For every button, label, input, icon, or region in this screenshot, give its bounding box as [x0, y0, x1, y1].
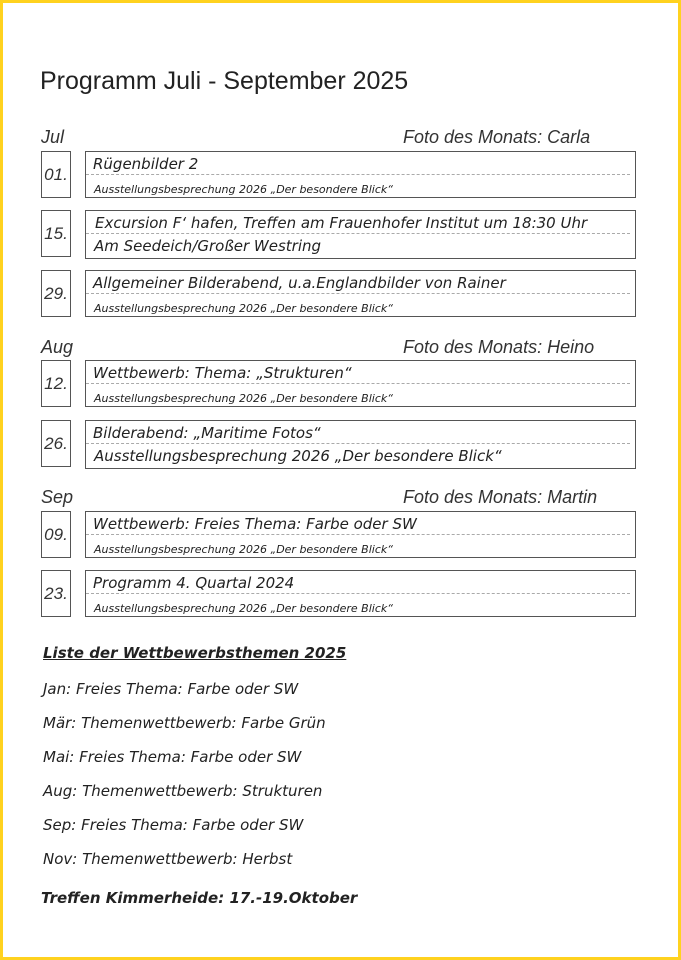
- event-details: [85, 270, 636, 317]
- list-item: Mai: Freies Thema: Farbe oder SW: [43, 748, 302, 766]
- list-item: Nov: Themenwettbewerb: Herbst: [43, 850, 293, 868]
- month-name: Aug: [41, 337, 74, 357]
- dashed-divider: [86, 174, 630, 175]
- page-title: Programm Juli - September 2025: [40, 67, 409, 95]
- event-note: Ausstellungsbesprechung 2026 „Der besondere Blick“: [94, 392, 393, 405]
- event-details: [85, 360, 636, 407]
- month-header-sep: [3, 487, 681, 511]
- event-date: 29.: [41, 270, 71, 317]
- event-date: 01.: [41, 151, 71, 198]
- dashed-divider: [86, 593, 630, 594]
- foto-des-monats: Foto des Monats: Heino: [403, 337, 595, 357]
- dashed-divider: [86, 383, 630, 384]
- list-item: Sep: Freies Thema: Farbe oder SW: [43, 816, 304, 834]
- foto-des-monats: Foto des Monats: Carla: [403, 127, 591, 147]
- event-date: 26.: [41, 420, 71, 467]
- event-date: 09.: [41, 511, 71, 558]
- event-note: Ausstellungsbesprechung 2026 „Der besondere Blick“: [94, 447, 502, 465]
- event-note: Ausstellungsbesprechung 2026 „Der besondere Blick“: [94, 183, 393, 196]
- event-date: 15.: [41, 210, 71, 257]
- event-note: Ausstellungsbesprechung 2026 „Der besondere Blick“: [94, 543, 393, 556]
- event-details: [85, 151, 636, 198]
- event-title: Wettbewerb: Freies Thema: Farbe oder SW: [93, 515, 417, 533]
- event-note: Am Seedeich/Großer Westring: [94, 237, 322, 255]
- event-title: Bilderabend: „Maritime Fotos“: [93, 424, 321, 442]
- event-title: Allgemeiner Bilderabend, u.a.Englandbilder von Rainer: [93, 274, 506, 292]
- month-name: Jul: [41, 127, 65, 147]
- event-details: [85, 511, 636, 558]
- dashed-divider: [86, 233, 630, 234]
- event-details: [85, 420, 636, 469]
- competition-list-heading: Liste der Wettbewerbsthemen 2025: [43, 644, 347, 662]
- month-header-jul: [3, 127, 681, 151]
- event-date: 12.: [41, 360, 71, 407]
- event-details: [85, 570, 636, 617]
- event-title: Wettbewerb: Thema: „Strukturen“: [93, 364, 352, 382]
- month-header-aug: [3, 337, 681, 361]
- event-title: Programm 4. Quartal 2024: [93, 574, 295, 592]
- dashed-divider: [86, 443, 630, 444]
- event-note: Ausstellungsbesprechung 2026 „Der besondere Blick“: [94, 602, 393, 615]
- list-item: Jan: Freies Thema: Farbe oder SW: [43, 680, 299, 698]
- event-details: [85, 210, 636, 259]
- event-date: 23.: [41, 570, 71, 617]
- event-title: Rügenbilder 2: [93, 155, 199, 173]
- meeting-note: Treffen Kimmerheide: 17.-19.Oktober: [41, 889, 358, 907]
- dashed-divider: [86, 293, 630, 294]
- dashed-divider: [86, 534, 630, 535]
- event-title: Excursion F‘ hafen, Treffen am Frauenhofer Institut um 18:30 Uhr: [95, 214, 588, 232]
- foto-des-monats: Foto des Monats: Martin: [403, 487, 598, 507]
- month-name: Sep: [41, 487, 74, 507]
- list-item: Mär: Themenwettbewerb: Farbe Grün: [43, 714, 326, 732]
- list-item: Aug: Themenwettbewerb: Strukturen: [43, 782, 323, 800]
- event-note: Ausstellungsbesprechung 2026 „Der besondere Blick“: [94, 302, 393, 315]
